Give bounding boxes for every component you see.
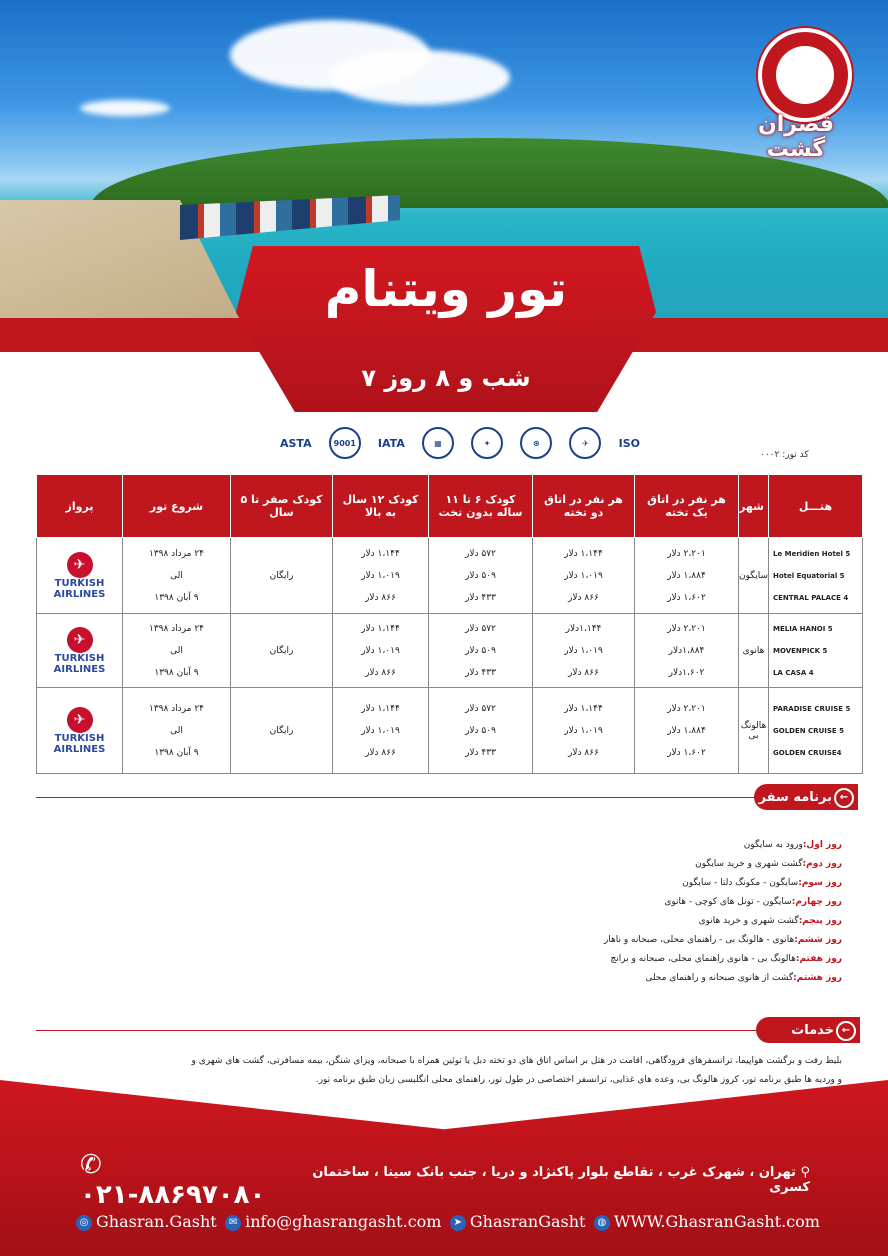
dates-cell bbox=[123, 614, 231, 688]
list-item bbox=[142, 950, 842, 969]
date-separator: الی bbox=[170, 570, 183, 581]
turkish-airlines-logo bbox=[37, 707, 122, 755]
divider bbox=[36, 797, 756, 798]
website-link[interactable] bbox=[594, 1212, 820, 1231]
price: ۸۶۶ دلار bbox=[365, 747, 396, 758]
telegram-handle: GhasranGasht bbox=[469, 1212, 586, 1231]
end-date: ۹ آبان ۱۳۹۸ bbox=[154, 747, 199, 758]
price: ۱،۱۴۴ دلار bbox=[564, 548, 603, 559]
single-price-cell bbox=[635, 538, 739, 614]
day-label: روز ششم: bbox=[794, 935, 842, 945]
itinerary-list bbox=[142, 836, 842, 988]
price: ۱،۶۰۲ دلار bbox=[667, 747, 706, 758]
double-price-cell bbox=[533, 688, 635, 774]
instagram-link[interactable] bbox=[76, 1212, 217, 1231]
date-separator: الی bbox=[170, 725, 183, 736]
globe-icon: ◍ bbox=[594, 1215, 610, 1231]
organization-seal: ✦ bbox=[471, 427, 503, 459]
email-link[interactable] bbox=[225, 1212, 441, 1231]
instagram-icon: ◎ bbox=[76, 1215, 92, 1231]
city-cell: هالونگ بی bbox=[739, 688, 769, 774]
header-infant: کودک صفر تا ۵ سال bbox=[231, 475, 333, 538]
price: ۱،۸۸۴ دلار bbox=[667, 725, 706, 736]
services-line: و ورديه ها طبق برنامه تور، کروز هالونگ بی، وعده های غذایی، ترانسفر اختصاصی در طول تور، راهنمای محلی انگلیسی زبان طبق برنامه تور. bbox=[315, 1075, 842, 1085]
list-item bbox=[142, 836, 842, 855]
price: ۵۰۹ دلار bbox=[465, 725, 496, 736]
day-text: گشت از هانوی صبحانه و راهنمای محلی bbox=[645, 973, 794, 983]
table-row bbox=[37, 614, 863, 688]
contact-row bbox=[80, 1150, 810, 1210]
price: ۸۶۶ دلار bbox=[568, 592, 599, 603]
license-badge: ▦ bbox=[422, 427, 454, 459]
turkish-airlines-logo bbox=[37, 627, 122, 675]
list-item bbox=[142, 874, 842, 893]
divider bbox=[36, 1030, 756, 1031]
day-text: هالونگ بی - هانوی راهنمای محلی، صبحانه و برانچ bbox=[610, 954, 796, 964]
price: ۴۳۳ دلار bbox=[465, 747, 496, 758]
price: ۱،۱۴۴ دلار bbox=[361, 703, 400, 714]
day-label: روز چهارم: bbox=[791, 897, 842, 907]
header-single: هر نفر در اتاق یک تخته bbox=[635, 475, 739, 538]
telegram-link[interactable] bbox=[450, 1212, 586, 1231]
day-text: ورود به سایگون bbox=[743, 840, 803, 850]
infant-price-cell: رایگان bbox=[231, 688, 333, 774]
day-label: روز پنجم: bbox=[798, 916, 842, 926]
price: ۱،۰۱۹ دلار bbox=[361, 570, 400, 581]
hotel-name: LA CASA 4 bbox=[773, 668, 814, 677]
list-item bbox=[142, 931, 842, 950]
flight-cell bbox=[37, 538, 123, 614]
price: ۵۷۲ دلار bbox=[465, 623, 496, 634]
list-item bbox=[142, 893, 842, 912]
day-label: روز هشتم: bbox=[793, 973, 842, 983]
header-city: شهر bbox=[739, 475, 769, 538]
hotels-cell bbox=[769, 538, 863, 614]
single-price-cell bbox=[635, 688, 739, 774]
price: ۸۶۶ دلار bbox=[568, 667, 599, 678]
price: ۱،۶۰۲دلار bbox=[668, 667, 705, 678]
hotel-name: MELIA HANOI 5 bbox=[773, 624, 833, 633]
day-label: روز دوم: bbox=[802, 859, 842, 869]
iata-badge: ✈ bbox=[569, 427, 601, 459]
header-child12: کودک ۱۲ سال به بالا bbox=[333, 475, 429, 538]
page-subtitle: ۷ شب و ۸ روز bbox=[361, 364, 531, 392]
hotel-name: MOVENPICK 5 bbox=[773, 646, 828, 655]
arrow-left-icon: ← bbox=[834, 788, 854, 808]
brand-logo bbox=[758, 28, 852, 122]
airline-name: AIRLINES bbox=[53, 743, 106, 755]
iata-logo: IATA bbox=[377, 436, 405, 450]
price-table bbox=[36, 474, 863, 774]
turkish-airlines-logo bbox=[37, 552, 122, 600]
header-child-nobed: کودک ۶ تا ۱۱ ساله بدون تخت bbox=[429, 475, 533, 538]
double-price-cell bbox=[533, 614, 635, 688]
itinerary-heading-label: برنامه سفر bbox=[758, 789, 832, 805]
dates-cell bbox=[123, 538, 231, 614]
cloud bbox=[330, 50, 510, 105]
child12-price-cell bbox=[333, 538, 429, 614]
airline-name: AIRLINES bbox=[53, 663, 106, 675]
city-cell: سایگون bbox=[739, 538, 769, 614]
phone-text: ۰۲۱-۸۸۶۹۷۰۸۰ bbox=[80, 1180, 266, 1210]
phone-number[interactable] bbox=[80, 1150, 288, 1210]
tour-code: کد تور: ۰۰۰۲ bbox=[760, 450, 809, 460]
tulip-icon: ✈ bbox=[67, 707, 93, 733]
hotel-name: GOLDEN CRUISE4 bbox=[773, 748, 842, 757]
price: ۵۷۲ دلار bbox=[465, 548, 496, 559]
header-dates: شروع تور bbox=[123, 475, 231, 538]
price: ۱،۱۴۴ دلار bbox=[564, 703, 603, 714]
day-label: روز هفتم: bbox=[795, 954, 842, 964]
cloud bbox=[80, 100, 170, 116]
tulip-icon: ✈ bbox=[67, 552, 93, 578]
arrow-left-icon: ← bbox=[836, 1021, 856, 1041]
day-text: سایگون - تونل های کوچی - هانوی bbox=[664, 897, 792, 907]
phone-icon: ✆ bbox=[80, 1150, 102, 1180]
price: ۵۰۹ دلار bbox=[465, 645, 496, 656]
hotel-name: Le Meridien Hotel 5 bbox=[773, 549, 851, 558]
hotels-cell bbox=[769, 614, 863, 688]
single-price-cell bbox=[635, 614, 739, 688]
flight-cell bbox=[37, 688, 123, 774]
price: ۱،۱۴۴دلار bbox=[565, 623, 602, 634]
price: ۲،۲۰۱ دلار bbox=[667, 703, 706, 714]
price: ۱،۰۱۹ دلار bbox=[361, 645, 400, 656]
child12-price-cell bbox=[333, 688, 429, 774]
website-url: WWW.GhasranGasht.com bbox=[613, 1212, 820, 1231]
hotels-cell bbox=[769, 688, 863, 774]
address-text: تهران ، شهرک غرب ، تقاطع بلوار پاکنژاد و دریا ، جنب بانک سینا ، ساختمان کسری bbox=[312, 1165, 810, 1195]
location-pin-icon: ⚲ bbox=[795, 1165, 810, 1180]
hotel-name: GOLDEN CRUISE 5 bbox=[773, 726, 844, 735]
price: ۱،۰۱۹ دلار bbox=[564, 725, 603, 736]
services-text bbox=[104, 1052, 842, 1090]
day-text: گشت شهری و خرید سایگون bbox=[695, 859, 803, 869]
child12-price-cell bbox=[333, 614, 429, 688]
price: ۲،۲۰۱ دلار bbox=[667, 623, 706, 634]
address bbox=[288, 1165, 810, 1195]
day-text: گشت شهری و خرید هانوی bbox=[698, 916, 799, 926]
services-heading-label: خدمات bbox=[791, 1022, 834, 1038]
accreditation-logos bbox=[280, 428, 640, 458]
day-text: هانوی - هالونگ بی - راهنمای محلی، صبحانه و ناهار bbox=[603, 935, 795, 945]
list-item bbox=[142, 855, 842, 874]
airline-name: AIRLINES bbox=[53, 588, 106, 600]
hotel-name: PARADISE CRUISE 5 bbox=[773, 704, 851, 713]
double-price-cell bbox=[533, 538, 635, 614]
infant-price-cell: رایگان bbox=[231, 538, 333, 614]
page-title: تور ویتنام bbox=[324, 260, 568, 318]
price: ۵۷۲ دلار bbox=[465, 703, 496, 714]
header-double: هر نفر در اتاق دو تخته bbox=[533, 475, 635, 538]
day-text: سایگون - مکونگ دلتا - سایگون bbox=[682, 878, 799, 888]
start-date: ۲۴ مرداد ۱۳۹۸ bbox=[148, 548, 205, 559]
asta-logo: ASTA bbox=[280, 436, 312, 450]
infant-price-cell: رایگان bbox=[231, 614, 333, 688]
price: ۸۶۶ دلار bbox=[365, 667, 396, 678]
social-links bbox=[76, 1212, 820, 1231]
dates-cell bbox=[123, 688, 231, 774]
airline-name: TURKISH bbox=[54, 577, 105, 589]
child-nobed-price-cell bbox=[429, 688, 533, 774]
services-line: بلیط رفت و برگشت هواپیما، ترانسفرهای فرودگاهی، اقامت در هتل بر اساس اتاق های دو تخته دبل یا توئین همراه با صبحانه، ویزای شنگن، بیمه مسافرتی، گشت های شهری و bbox=[191, 1056, 842, 1066]
telegram-icon: ➤ bbox=[450, 1215, 466, 1231]
price: ۲،۲۰۱ دلار bbox=[667, 548, 706, 559]
price: ۸۶۶ دلار bbox=[568, 747, 599, 758]
price: ۱،۱۴۴ دلار bbox=[361, 623, 400, 634]
iso-9001-badge: 9001 bbox=[329, 427, 361, 459]
end-date: ۹ آبان ۱۳۹۸ bbox=[154, 592, 199, 603]
itinerary-heading bbox=[754, 784, 858, 810]
date-separator: الی bbox=[170, 645, 183, 656]
price: ۱،۰۱۹ دلار bbox=[564, 645, 603, 656]
iso-logo: ISO bbox=[618, 436, 640, 450]
services-heading bbox=[756, 1017, 860, 1043]
price: ۴۳۳ دلار bbox=[465, 592, 496, 603]
list-item bbox=[142, 969, 842, 988]
price: ۱،۰۱۹ دلار bbox=[361, 725, 400, 736]
price: ۱،۸۸۴دلار bbox=[668, 645, 705, 656]
child-nobed-price-cell bbox=[429, 614, 533, 688]
start-date: ۲۴ مرداد ۱۳۹۸ bbox=[148, 623, 205, 634]
price: ۱،۱۴۴ دلار bbox=[361, 548, 400, 559]
table-row bbox=[37, 688, 863, 774]
table-row bbox=[37, 538, 863, 614]
price: ۱،۸۸۴ دلار bbox=[667, 570, 706, 581]
list-item bbox=[142, 912, 842, 931]
table-header-row bbox=[37, 475, 863, 538]
child-nobed-price-cell bbox=[429, 538, 533, 614]
flight-cell bbox=[37, 614, 123, 688]
city-cell: هانوی bbox=[739, 614, 769, 688]
price: ۱،۰۱۹ دلار bbox=[564, 570, 603, 581]
email-icon: ✉ bbox=[225, 1215, 241, 1231]
hotel-name: Hotel Equatorial 5 bbox=[773, 571, 845, 580]
instagram-handle: Ghasran.Gasht bbox=[96, 1212, 217, 1231]
day-label: روز سوم: bbox=[798, 878, 842, 888]
brand-name: قصران گشت bbox=[757, 112, 835, 162]
price: ۸۶۶ دلار bbox=[365, 592, 396, 603]
email-address: info@ghasrangasht.com bbox=[245, 1212, 442, 1231]
price: ۱،۶۰۲ دلار bbox=[667, 592, 706, 603]
price: ۵۰۹ دلار bbox=[465, 570, 496, 581]
airline-name: TURKISH bbox=[54, 652, 105, 664]
header-flight: پرواز bbox=[37, 475, 123, 538]
start-date: ۲۴ مرداد ۱۳۹۸ bbox=[148, 703, 205, 714]
end-date: ۹ آبان ۱۳۹۸ bbox=[154, 667, 199, 678]
day-label: روز اول: bbox=[802, 840, 842, 850]
airline-name: TURKISH bbox=[54, 732, 105, 744]
tulip-icon: ✈ bbox=[67, 627, 93, 653]
header-hotel: هتـــل bbox=[769, 475, 863, 538]
price: ۴۳۳ دلار bbox=[465, 667, 496, 678]
iata-wings-badge: ⊛ bbox=[520, 427, 552, 459]
hotel-name: CENTRAL PALACE 4 bbox=[773, 593, 849, 602]
